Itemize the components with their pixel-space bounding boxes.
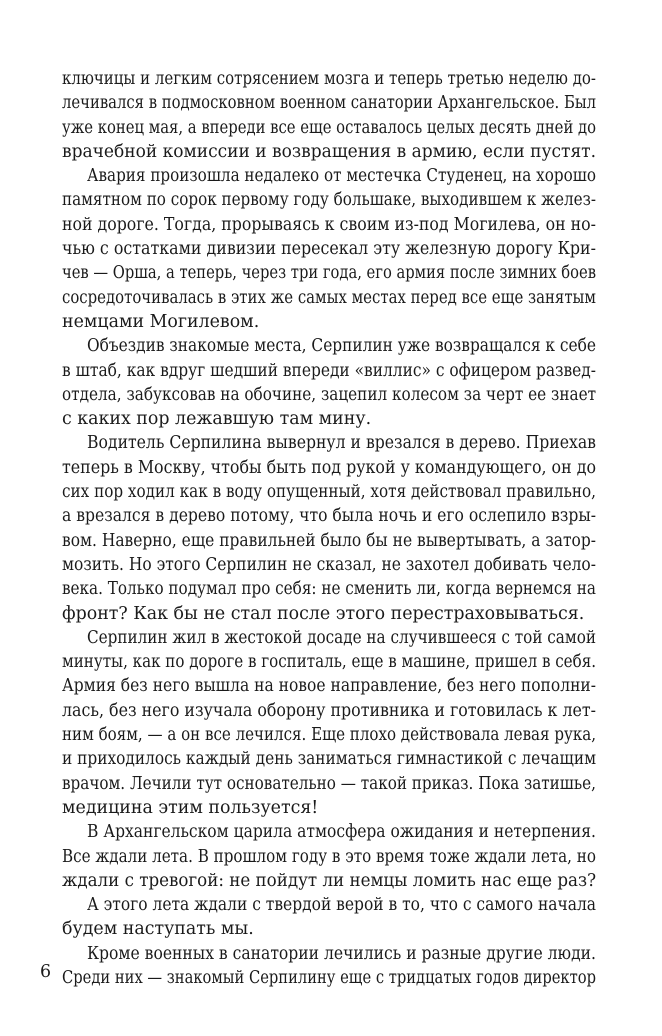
text-line-content: Среди них — знакомый Серпилину еще с тридцатых годов директор <box>62 967 596 988</box>
text-line <box>62 966 596 990</box>
text-line-content: Все ждали лета. В прошлом году в это время тоже ждали лета, но <box>62 846 596 867</box>
text-line-content: лась, без него изучала оборону противника и готовилась к лет- <box>62 700 597 721</box>
text-line <box>62 723 596 747</box>
text-line <box>62 359 596 383</box>
text-line <box>62 699 596 723</box>
text-line <box>62 188 596 212</box>
text-line-content: врачом. Лечили тут основательно — такой приказ. Пока затишье, <box>62 773 596 794</box>
text-line <box>62 869 596 893</box>
text-line <box>62 383 596 407</box>
text-line-content: мозить. Но этого Серпилин не сказал, не захотел добивать чело- <box>62 554 596 575</box>
text-line <box>62 772 596 796</box>
text-line-content: вом. Наверно, еще правильней было бы не вывертывать, а затор- <box>62 530 596 551</box>
text-line <box>62 602 596 626</box>
text-line-content: будем наступать мы. <box>62 919 254 940</box>
text-line <box>62 917 596 941</box>
text-line-content: а врезался в дерево потому, что была ночь и его ослепило взры- <box>62 506 596 527</box>
page-number: 6 <box>40 962 52 982</box>
text-line <box>62 213 596 237</box>
text-line-content: уже конец мая, а впереди все еще оставалось целых десять дней до <box>62 117 597 138</box>
text-line-content: минуты, как по дороге в госпиталь, еще в машине, пришел в себя. <box>62 652 597 673</box>
text-line <box>62 237 596 261</box>
text-line-content: Серпилин жил в жестокой досаде на случившееся с той самой <box>87 627 596 648</box>
text-line <box>62 845 596 869</box>
text-line <box>62 164 596 188</box>
text-line <box>62 577 596 601</box>
text-line <box>62 431 596 455</box>
text-line-content: ним боям, — а он все лечился. Еще плохо действовала левая рука, <box>62 725 596 746</box>
text-line <box>62 116 596 140</box>
text-line-content: В Архангельском царила атмосфера ожидания и нетерпения. <box>87 822 596 843</box>
text-line <box>62 674 596 698</box>
text-line <box>62 67 596 91</box>
text-line-content: чью с остатками дивизии пересекал эту железную дорогу Кри- <box>62 239 596 260</box>
text-line <box>62 553 596 577</box>
text-line-content: века. Только подумал про себя: не сменить ли, когда вернемся на <box>62 579 596 600</box>
text-line-content: медицина этим пользуется! <box>62 797 319 818</box>
text-line <box>62 820 596 844</box>
text-line-content: ключицы и легким сотрясением мозга и теперь третью неделю до- <box>62 69 596 89</box>
text-line-content: и приходилось каждый день заниматься гимнастикой с лечащим <box>62 749 597 770</box>
text-line-content: Объездив знакомые места, Серпилин уже возвращался к себе <box>87 336 596 357</box>
text-line <box>62 456 596 480</box>
text-line <box>62 893 596 917</box>
text-line-content: памятном по сорок первому году большаке, выходившем к желез- <box>62 190 596 211</box>
text-line <box>62 747 596 771</box>
text-line-content: чев — Орша, а теперь, через три года, его армия после зимних боев <box>62 263 596 284</box>
text-line <box>62 480 596 504</box>
text-line <box>62 529 596 553</box>
text-line-content: ной дороге. Тогда, прорываясь к своим из-под Могилева, он но- <box>62 214 596 235</box>
text-line <box>62 407 596 431</box>
text-line <box>62 140 596 164</box>
text-line-content: с каких пор лежавшую там мину. <box>62 409 372 430</box>
text-line <box>62 261 596 285</box>
text-line-content: Кроме военных в санатории лечились и разные другие люди. <box>87 943 597 964</box>
text-line-content: Авария произошла недалеко от местечка Студенец, на хорошо <box>87 166 596 187</box>
text-line-content: Армия без него вышла на новое направление, без него пополни- <box>62 676 596 697</box>
text-line <box>62 334 596 358</box>
body-text <box>62 67 596 990</box>
text-line-content: Водитель Серпилина вывернул и врезался в дерево. Приехав <box>87 433 596 454</box>
text-line <box>62 942 596 966</box>
text-line-content: А этого лета ждали с твердой верой в то, что с самого начала <box>87 895 597 916</box>
text-line <box>62 286 596 310</box>
text-line-content: лечивался в подмосковном военном санатории Архангельское. Был <box>62 93 597 114</box>
text-line <box>62 626 596 650</box>
text-line-content: в штаб, как вдруг шедший впереди «виллис» с офицером развед- <box>62 360 597 381</box>
text-line <box>62 91 596 115</box>
text-line-content: врачебной комиссии и возвращения в армию, если пустят. <box>62 141 597 162</box>
text-line <box>62 650 596 674</box>
text-line-content: сосредоточивалась в этих же самых местах перед все еще занятым <box>62 287 596 308</box>
text-line <box>62 310 596 334</box>
text-line <box>62 504 596 528</box>
text-line-content: теперь в Москву, чтобы быть под рукой у командующего, он до <box>62 457 596 478</box>
text-line-content: сих пор ходил как в воду опущенный, хотя действовал правильно, <box>62 482 597 503</box>
text-line-content: фронт? Как бы не стал после этого перестраховываться. <box>62 603 585 624</box>
text-line-content: немцами Могилевом. <box>62 311 260 332</box>
text-line-content: отдела, забуксовав на обочине, зацепил колесом за черт ее знает <box>62 384 597 405</box>
text-line-content: ждали с тревогой: не пойдут ли немцы ломить нас еще раз? <box>62 870 597 891</box>
text-line <box>62 796 596 820</box>
